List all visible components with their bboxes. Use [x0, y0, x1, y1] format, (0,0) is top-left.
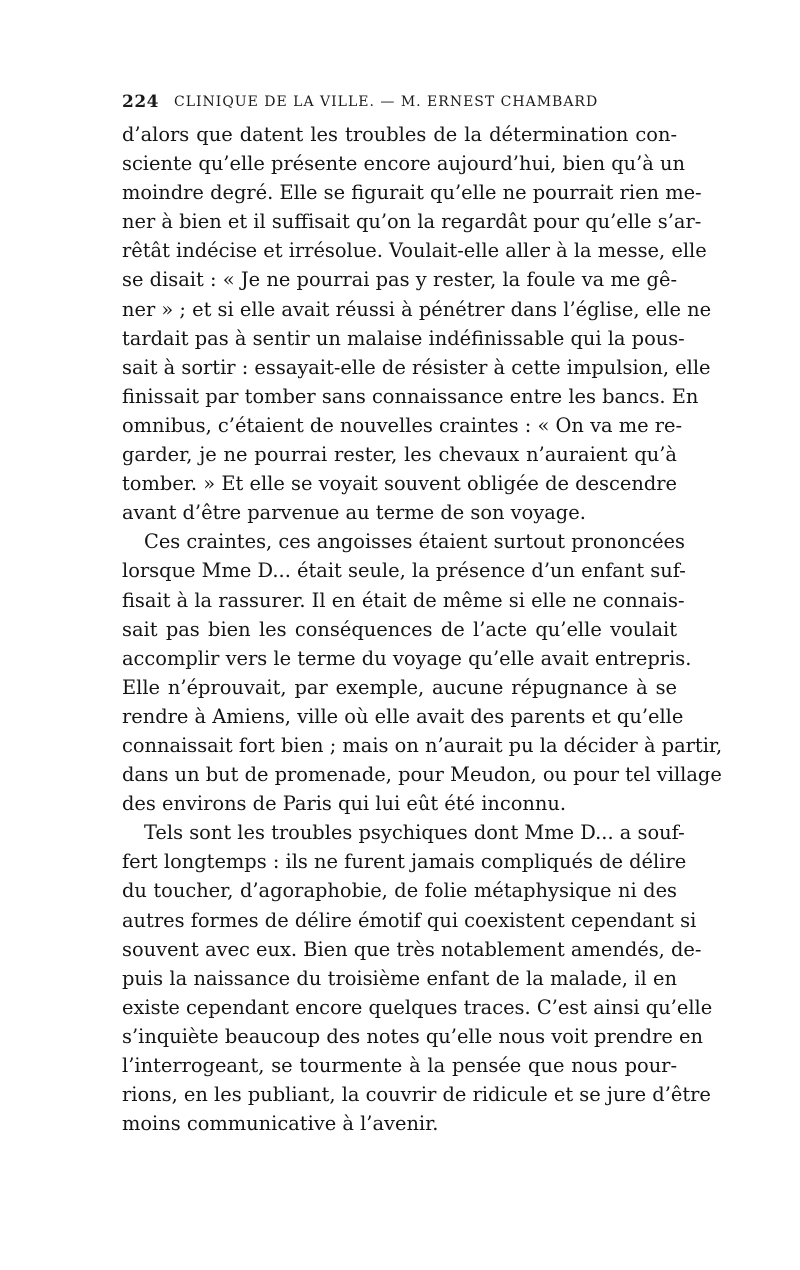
- text-line: lorsque Mme D... était seule, la présence d’un enfant suf-: [122, 559, 686, 583]
- text-line: rêtât indécise et irrésolue. Voulait-elle aller à la messe, elle: [122, 239, 707, 263]
- text-line: se disait : « Je ne pourrai pas y rester, la foule va me gê-: [122, 268, 677, 292]
- text-line: fisait à la rassurer. Il en était de même si elle ne connais-: [122, 588, 685, 612]
- text-line: Ces craintes, ces angoisses étaient surtout prononcées: [144, 530, 685, 554]
- text-line: du toucher, d’agoraphobie, de folie métaphysique ni des: [122, 879, 677, 903]
- text-line: souvent avec eux. Bien que très notablement amendés, de-: [122, 937, 702, 961]
- running-title: CLINIQUE DE LA VILLE. — M. ERNEST CHAMBARD: [174, 94, 599, 110]
- text-line: ner à bien et il suffisait qu’on la regardât pour qu’elle s’ar-: [122, 210, 702, 234]
- text-line: sait pas bien les conséquences de l’acte qu’elle voulait: [122, 617, 677, 641]
- body-text: [122, 120, 723, 1138]
- text-line: rions, en les publiant, la couvrir de ridicule et se jure d’être: [122, 1083, 711, 1107]
- text-line: l’interrogeant, se tourmente à la pensée que nous pour-: [122, 1054, 677, 1077]
- text-line: existe cependant encore quelques traces. C’est ainsi qu’elle: [122, 995, 713, 1019]
- text-line: rendre à Amiens, ville où elle avait des parents et qu’elle: [122, 704, 684, 728]
- text-line: dans un but de promenade, pour Meudon, ou pour tel village: [122, 763, 722, 787]
- text-line: finissait par tomber sans connaissance entre les bancs. En: [122, 384, 699, 408]
- paragraph-2: [122, 527, 723, 818]
- text-line: accomplir vers le terme du voyage qu’elle avait entrepris.: [122, 646, 692, 670]
- text-line: des environs de Paris qui lui eût été inconnu.: [122, 792, 567, 816]
- text-line: puis la naissance du troisième enfant de la malade, il en: [122, 966, 677, 990]
- text-line: s’inquiète beaucoup des notes qu’elle nous voit prendre en: [122, 1024, 703, 1048]
- text-line: connaissait fort bien ; mais on n’aurait pu la décider à partir,: [122, 733, 723, 757]
- text-line: tomber. » Et elle se voyait souvent obligée de descendre: [122, 472, 677, 496]
- text-line: ner » ; et si elle avait réussi à pénétrer dans l’église, elle ne: [122, 297, 712, 321]
- text-line: tardait pas à sentir un malaise indéfinissable qui la pous-: [122, 326, 685, 350]
- text-line: sciente qu’elle présente encore aujourd’hui, bien qu’à un: [122, 152, 685, 176]
- text-line: fert longtemps : ils ne furent jamais compliqués de délire: [122, 850, 687, 874]
- text-line: sait à sortir : essayait-elle de résister à cette impulsion, elle: [122, 355, 711, 379]
- text-line: garder, je ne pourrai rester, les chevaux n’auraient qu’à: [122, 443, 677, 467]
- text-line: autres formes de délire émotif qui coexistent cependant si: [122, 908, 697, 932]
- running-head: [122, 92, 682, 116]
- page-number: 224: [122, 92, 159, 112]
- text-line: moindre degré. Elle se figurait qu’elle ne pourrait rien me-: [122, 181, 702, 205]
- paragraph-3: [122, 818, 713, 1138]
- paragraph-1: [122, 120, 712, 527]
- text-line: Tels sont les troubles psychiques dont Mme D... a souf-: [144, 821, 685, 845]
- text-line: moins communicative à l’avenir.: [122, 1112, 439, 1136]
- text-line: avant d’être parvenue au terme de son voyage.: [122, 501, 586, 525]
- text-line: Elle n’éprouvait, par exemple, aucune répugnance à se: [122, 675, 677, 699]
- text-line: omnibus, c’étaient de nouvelles craintes : « On va me re-: [122, 413, 683, 437]
- text-line: d’alors que datent les troubles de la détermination con-: [122, 123, 677, 146]
